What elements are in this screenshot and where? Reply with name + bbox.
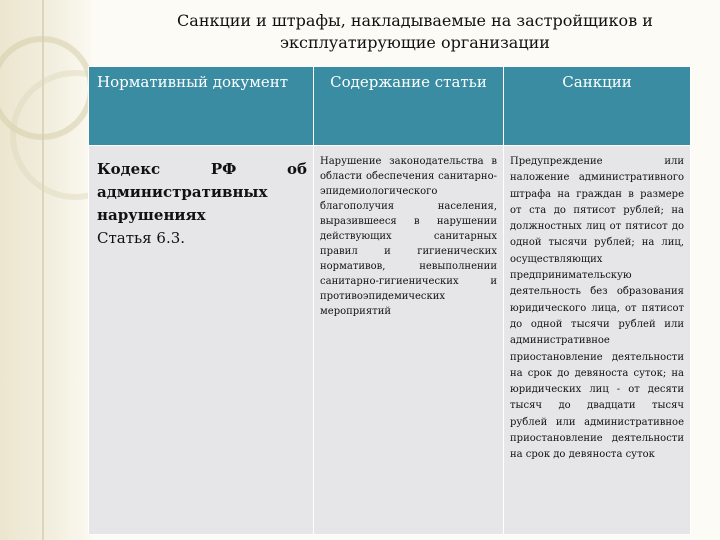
header-content: Содержание статьи xyxy=(314,67,504,146)
cell-sanctions xyxy=(504,146,691,535)
cell-document xyxy=(89,146,314,535)
document-article: Статья 6.3. xyxy=(97,229,186,247)
header-sanctions: Санкции xyxy=(504,67,691,146)
header-document: Нормативный документ xyxy=(89,67,314,146)
title-line-1: Санкции и штрафы, накладываемые на застройщиков и xyxy=(177,11,653,30)
cell-content xyxy=(314,146,504,535)
title-line-2: эксплуатирующие организации xyxy=(280,33,550,52)
article-content: Нарушение законодательства в области обеспечения санитарно-эпидемиологического благополучия населения, выразившееся в нарушении действующих санитарных правил и гигиенических нормативов, невыполнении санитарно-гигиенических и противоэпидемических мероприятий xyxy=(320,156,497,317)
table-header-row xyxy=(89,67,691,146)
table-row xyxy=(89,146,691,535)
slide-title xyxy=(120,10,710,54)
document-name: Кодекс РФ об административных нарушениях xyxy=(97,160,307,224)
sanctions-table xyxy=(88,66,691,535)
sanctions-text: Предупреждение или наложение административного штрафа на граждан в размере от ста до пятисот рублей; на должностных лиц от пятисот до одной тысячи рублей; на лиц, осуществляющих предпринимательскую деятельность без образования юридического лица, от пятисот до одной тысячи рублей или административное приостановление деятельности на срок до девяноста суток; на юридических лиц - от десяти тысяч до двадцати тысяч рублей или административное приостановление деятельности на срок до девяноста суток xyxy=(510,156,684,461)
